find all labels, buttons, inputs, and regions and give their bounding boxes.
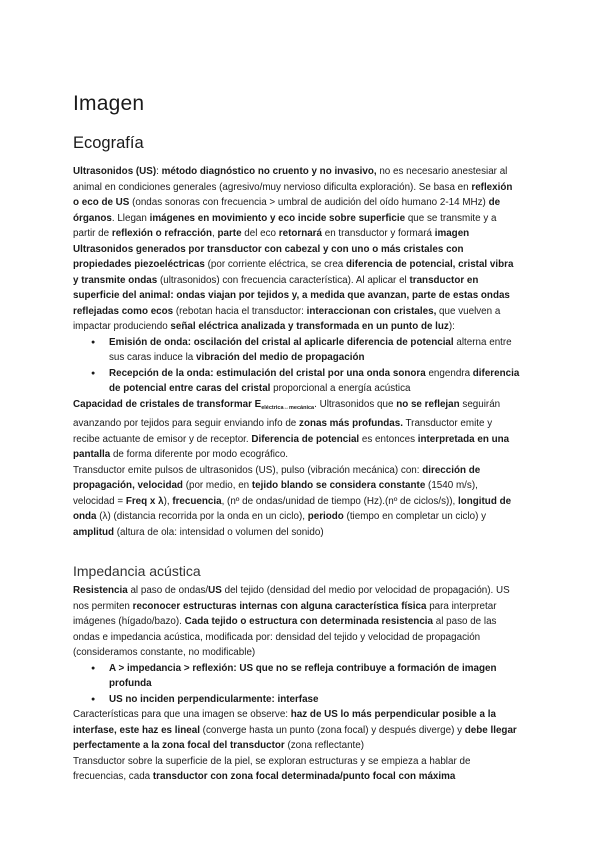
bold-text-run: parte (217, 228, 242, 239)
text-run: es entonces (359, 433, 418, 445)
text-run: en transductor y formará (322, 228, 435, 239)
bold-text-run: reflexión o refracción (111, 228, 212, 239)
bold-text-run: longitud de onda (73, 495, 512, 522)
text-run: (tiempo en completar un ciclo) y (343, 511, 487, 522)
text-run: ): (448, 321, 455, 332)
text-run: que se transmite y a partir de (73, 212, 497, 239)
paragraph (73, 242, 520, 335)
bold-text-run: Ultrasonidos generados por transductor con cabezal y con uno o más cristales con propiedades piezoeléctricas (73, 243, 464, 270)
bold-text-run: diferencia de potencial, cristal vibra y transmite ondas (73, 259, 514, 286)
text-run: (por corriente eléctrica, se crea (204, 259, 347, 270)
text-run: (ultrasonidos) con frecuencia característica). Al aplicar el (157, 274, 410, 286)
bold-text-run: haz de US lo más perpendicular posible a la interfase, este haz es lineal (73, 709, 496, 736)
text-run: (zona reflectante) (284, 740, 365, 751)
paragraph (73, 583, 520, 661)
bold-text-run: reflexión o eco de US (73, 181, 513, 208)
bold-text-run: método diagnóstico no cruento y no invasivo, (161, 166, 377, 177)
text-run: (altura de ola: intensidad o volumen del sonido) (114, 526, 324, 538)
bold-text-run: diferencia de potencial entre caras del cristal (109, 367, 520, 394)
text-run: . Ultrasonidos que (314, 398, 397, 410)
bold-text-run: de órganos (73, 197, 501, 224)
bold-text-run: Emisión de onda: oscilación del cristal al aplicarle diferencia de potencial (109, 336, 454, 348)
bold-text-run: reconocer estructuras internas con alguna característica física (132, 600, 427, 612)
text-run: proporcional a energía acústica (270, 383, 411, 394)
bold-text-run: interpretada en una pantalla (73, 433, 510, 460)
bold-text-run: Capacidad de cristales de transformar E (73, 398, 262, 410)
bold-text-run: Cada tejido o estructura con determinada resistencia (184, 616, 433, 627)
text-run: , (211, 228, 218, 239)
text-run: Características para que una imagen se observe: (73, 709, 291, 720)
list-item (109, 661, 520, 692)
text-run: (rebotan hacia el transductor: (173, 305, 307, 317)
bold-text-run: no se reflejan (396, 398, 460, 410)
page-title: Imagen (73, 92, 145, 115)
bold-text-run: amplitud (73, 526, 115, 538)
text-run: (1540 m/s), velocidad = (73, 480, 478, 507)
paragraph (73, 463, 520, 541)
text-run: (ondas sonoras con frecuencia > umbral de audición del oído humano 2-14 MHz) (129, 197, 489, 208)
text-run: que vuelven a impactar produciendo (73, 305, 501, 332)
text-run: engendra (425, 367, 473, 379)
text-run: seguirán avanzando por tejidos para seguir enviando info de (73, 398, 501, 429)
bold-text-run: Ultrasonidos (US) (73, 166, 157, 177)
bold-text-run: imagen (434, 228, 470, 239)
text-run: al paso de las ondas e impedancia acústica, modificada por: densidad del tejido y velocidad de propagación (consideramos constante, no modificable) (73, 616, 497, 658)
text-run: Transductor emite pulsos de ultrasonidos (US), pulso (vibración mecánica) con: (73, 464, 423, 476)
bold-text-run: Diferencia de potencial (251, 433, 360, 445)
bold-text-run: imágenes en movimiento y eco incide sobre superficie (149, 212, 406, 224)
text-run: para interpretar imágenes (hígado/bazo). (73, 600, 497, 627)
bold-text-run: Resistencia (73, 585, 128, 596)
section-heading-ecografia: Ecografía (73, 134, 144, 152)
bullet-list (73, 661, 520, 708)
list-item (109, 692, 520, 708)
section-heading-impedancia: Impedancia acústica (73, 563, 201, 579)
text-run: (converge hasta un punto (zona focal) y después diverge) y (199, 724, 465, 736)
bold-text-run: interaccionan con cristales, (306, 305, 437, 317)
bold-text-run: señal eléctrica analizada y transformada en un punto de luz (170, 321, 449, 332)
list-item (109, 335, 520, 366)
bold-text-run: dirección de propagación, velocidad (73, 464, 481, 491)
text-run: : (156, 166, 162, 177)
text-run: del eco (241, 228, 279, 239)
bold-text-run: Freq x λ (125, 495, 164, 507)
bold-text-run: tejido blando se considera constante (251, 480, 426, 491)
bold-text-run: eléctrica↔mecánica (261, 404, 315, 411)
bold-text-run: zonas más profundas. (299, 418, 403, 429)
text-run: alterna entre sus caras induce la (109, 336, 512, 363)
bold-text-run: retornará (278, 228, 322, 239)
bold-text-run: periodo (307, 511, 344, 522)
paragraph (73, 164, 520, 242)
paragraph (73, 754, 520, 785)
bold-text-run: vibración del medio de propagación (196, 352, 365, 363)
text-run: Transductor sobre la superficie de la piel, se exploran estructuras y se empieza a hablar de frecuencias, cada (73, 755, 471, 782)
bold-text-run: debe llegar perfectamente a la zona focal del transductor (73, 724, 517, 751)
paragraph (73, 707, 520, 754)
bold-text-run: Recepción de la onda: estimulación del cristal por una onda sonora (109, 367, 426, 379)
bold-text-run: US no inciden perpendicularmente: interfase (109, 693, 319, 705)
text-run: ), (163, 495, 173, 507)
text-run: , (nº de ondas/unidad de tiempo (Hz).(nº de ciclos/s)), (221, 495, 459, 507)
text-run: (λ) (distancia recorrida por la onda en un ciclo), (96, 511, 308, 522)
ecografia-body (73, 164, 520, 540)
bold-text-run: frecuencia (172, 495, 222, 507)
bold-text-run: transductor con zona focal determinada/punto focal con máxima (152, 771, 456, 782)
text-run: Transductor emite y recibe actuante de emisor y de receptor. (73, 418, 493, 445)
bold-text-run: transductor en superficie del animal: ondas viajan por tejidos y, a medida que avanzan, parte de estas ondas reflejadas como ecos (73, 274, 510, 317)
paragraph (73, 397, 520, 463)
text-run: no es necesario anestesiar al animal en condiciones generales (agresivo/muy nervioso dificulta exploración). Se basa en (73, 166, 508, 193)
bold-text-run: US (208, 585, 222, 596)
text-run: al paso de ondas/ (127, 585, 209, 596)
text-run: de forma diferente por modo ecográfico. (110, 449, 289, 460)
bullet-list (73, 335, 520, 397)
text-run: (por medio, en (182, 480, 252, 491)
text-run: del tejido (densidad del medio por velocidad de propagación). US nos permiten (73, 585, 510, 612)
bold-text-run: A > impedancia > reflexión: US que no se refleja contribuye a formación de imagen profunda (109, 662, 497, 689)
list-item (109, 366, 520, 397)
text-run: . Llegan (111, 212, 150, 224)
impedancia-body (73, 583, 520, 785)
